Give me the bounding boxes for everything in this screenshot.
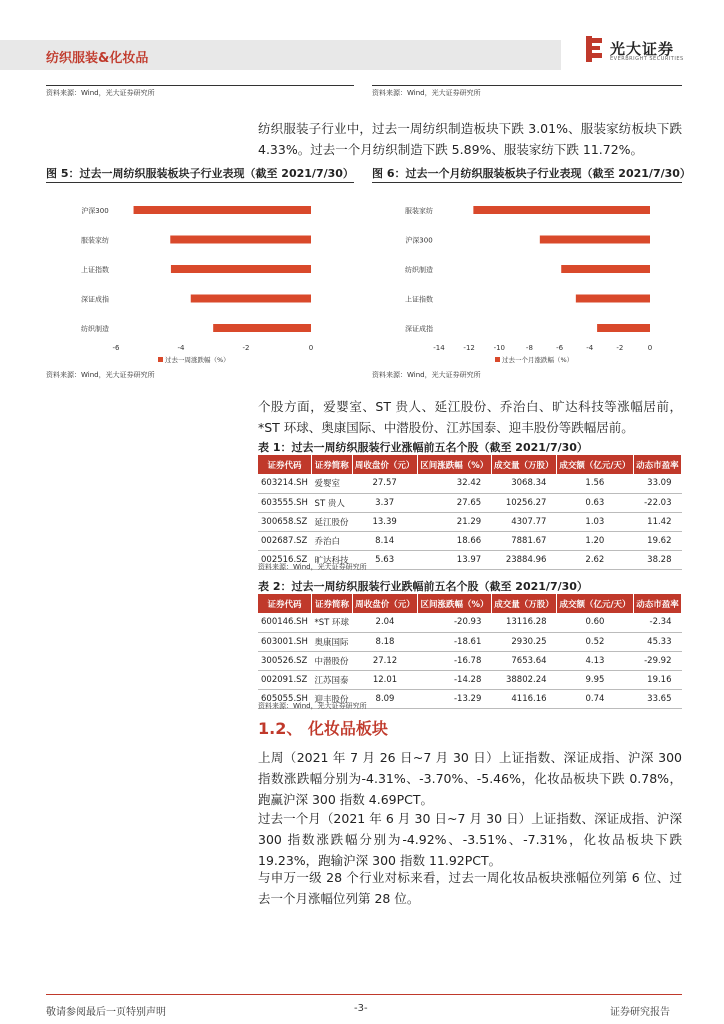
table-cell: 603555.SH xyxy=(258,493,312,512)
table-cell: 9.95 xyxy=(557,670,634,689)
divider xyxy=(46,182,354,183)
bar xyxy=(170,236,311,244)
table-cell: 迎丰股份 xyxy=(311,689,352,708)
column-header: 动态市盈率 xyxy=(633,455,681,474)
column-header: 动态市盈率 xyxy=(633,594,681,613)
column-header: 成交额（亿元/天） xyxy=(557,594,634,613)
table-cell: 23884.96 xyxy=(491,550,556,569)
tick-label: -4 xyxy=(586,344,594,352)
header-section-title: 纺织服装&化妆品 xyxy=(46,51,149,66)
table-row xyxy=(258,632,682,651)
table-cell: *ST 环球 xyxy=(311,613,352,632)
category-label: 纺织制造 xyxy=(81,325,109,333)
table-cell: 乔治白 xyxy=(312,531,352,550)
table-cell: 002091.SZ xyxy=(258,670,311,689)
tick-label: -8 xyxy=(525,344,533,352)
legend-swatch xyxy=(495,357,500,362)
table-cell: 13.39 xyxy=(352,512,417,531)
category-label: 沪深300 xyxy=(81,207,109,215)
company-logo xyxy=(586,36,706,66)
table-cell: 002516.SZ xyxy=(258,550,312,569)
legend-label: 过去一个月涨跌幅（%） xyxy=(502,356,574,364)
table2-source: 资料来源：Wind，光大证券研究所 xyxy=(258,702,367,710)
table-row xyxy=(258,651,682,670)
table-cell: 38802.24 xyxy=(491,670,556,689)
table-cell: -22.03 xyxy=(633,493,681,512)
figure5-title: 图 5：过去一周纺织服装板块子行业表现（截至 2021/7/30） xyxy=(46,167,354,180)
paragraph-stocks: 个股方面，爱婴室、ST 贵人、延江股份、乔治白、旷达科技等涨幅居前，*ST 环球、奥康国际、中潜股份、江苏国泰、迎丰股份等跌幅居前。 xyxy=(258,399,682,435)
category-label: 上证指数 xyxy=(405,295,433,304)
tick-label: -6 xyxy=(556,344,564,352)
table-cell: 2930.25 xyxy=(491,632,556,651)
table-cell: 1.03 xyxy=(556,512,633,531)
paragraph-rank: 与申万一级 28 个行业对标来看，过去一周化妆品板块涨幅位列第 6 位、过去一个月涨幅位列第 28 位。 xyxy=(258,870,682,906)
table-row xyxy=(258,512,682,531)
bar xyxy=(576,295,650,303)
table2 xyxy=(258,594,682,709)
table-cell: 300658.SZ xyxy=(258,512,312,531)
column-header: 区间涨跌幅（%） xyxy=(417,455,491,474)
tick-label: -10 xyxy=(493,344,506,352)
column-header: 区间涨跌幅（%） xyxy=(418,594,492,613)
table-cell: 3.37 xyxy=(352,493,417,512)
bar xyxy=(191,295,311,303)
table-cell: 中潜股份 xyxy=(311,651,352,670)
page-number: -3- xyxy=(354,1003,368,1014)
tick-label: -2 xyxy=(242,344,250,352)
category-label: 深证成指 xyxy=(81,295,109,304)
table-cell: 3068.34 xyxy=(491,474,556,493)
table-cell: 0.74 xyxy=(557,689,634,708)
table-cell: 爱婴室 xyxy=(312,474,352,493)
bar xyxy=(134,206,311,214)
tick-label: -6 xyxy=(112,344,120,352)
table1-source: 资料来源：Wind，光大证券研究所 xyxy=(258,563,367,571)
column-header: 成交额（亿元/天） xyxy=(556,455,633,474)
table-cell: 延江股份 xyxy=(312,512,352,531)
bar xyxy=(597,324,650,332)
column-header: 成交量（万股） xyxy=(491,455,556,474)
table-cell: 0.52 xyxy=(557,632,634,651)
footer-divider xyxy=(46,994,682,995)
table-cell: 1.56 xyxy=(556,474,633,493)
paragraph-month: 过去一个月（2021 年 6 月 30 日~7 月 30 日）上证指数、深证成指、沪深 300 指数涨跌幅分别为-4.92%、-3.51%、-7.31%，化妆品板块下跌 19.23%，跑输沪深 300 指数 11.92PCT。 xyxy=(258,811,682,868)
table-cell: 13116.28 xyxy=(491,613,556,632)
category-label: 沪深300 xyxy=(405,236,433,245)
figure5-chart xyxy=(46,188,354,368)
table-cell: 603214.SH xyxy=(258,474,312,493)
table-cell: -29.92 xyxy=(633,651,681,670)
table-cell: 38.28 xyxy=(633,550,681,569)
table-cell: -20.93 xyxy=(418,613,492,632)
tick-label: -12 xyxy=(463,344,475,352)
table-cell: 27.57 xyxy=(352,474,417,493)
table-cell: 4307.77 xyxy=(491,512,556,531)
table-row xyxy=(258,474,682,493)
tick-label: -2 xyxy=(616,344,624,352)
table-cell: 33.09 xyxy=(633,474,681,493)
bar xyxy=(213,324,311,332)
table-cell: 4.13 xyxy=(557,651,634,670)
divider xyxy=(372,182,682,183)
legend-swatch xyxy=(158,357,163,362)
footer-report-type: 证券研究报告 xyxy=(610,1007,670,1018)
figure6-chart xyxy=(372,188,682,368)
footer-disclaimer: 敬请参阅最后一页特别声明 xyxy=(46,1007,166,1018)
table-cell: 4116.16 xyxy=(491,689,556,708)
table-cell: 19.16 xyxy=(633,670,681,689)
bar xyxy=(540,236,650,244)
column-header: 周收盘价（元） xyxy=(352,594,417,613)
tick-label: 0 xyxy=(647,344,653,352)
tick-label: -14 xyxy=(433,344,445,352)
table-cell: 8.14 xyxy=(352,531,417,550)
tick-label: 0 xyxy=(308,344,314,352)
source-note: 资料来源：Wind，光大证券研究所 xyxy=(372,89,481,97)
table-cell: -16.78 xyxy=(418,651,492,670)
table-cell: 002687.SZ xyxy=(258,531,312,550)
table-cell: 8.18 xyxy=(352,632,417,651)
table-cell: 21.29 xyxy=(417,512,491,531)
table1-title: 表 1：过去一周纺织服装行业涨幅前五名个股（截至 2021/7/30） xyxy=(258,441,588,454)
column-header: 证券简称 xyxy=(311,594,352,613)
table-row xyxy=(258,531,682,550)
tick-label: -4 xyxy=(177,344,185,352)
table-cell: 2.62 xyxy=(556,550,633,569)
table-cell: 7881.67 xyxy=(491,531,556,550)
figure6-source: 资料来源：Wind，光大证券研究所 xyxy=(372,371,481,379)
divider xyxy=(372,85,682,86)
table-cell: -14.28 xyxy=(418,670,492,689)
table-cell: 8.09 xyxy=(352,689,417,708)
paragraph-week: 上周（2021 年 7 月 26 日~7 月 30 日）上证指数、深证成指、沪深 300 指数涨跌幅分别为-4.31%、-3.70%、-5.46%，化妆品板块下跌 0.78%，跑赢沪深 300 指数 4.69PCT。 xyxy=(258,750,682,807)
category-label: 深证成指 xyxy=(405,325,433,333)
paragraph-textile: 纺织服装子行业中，过去一周纺织制造板块下跌 3.01%、服装家纺板块下跌 4.33%。过去一个月纺织制造下跌 5.89%、服装家纺下跌 11.72%。 xyxy=(258,121,682,157)
logo-subtext: EVERBRIGHT SECURITIES xyxy=(610,56,684,62)
table-cell: 603001.SH xyxy=(258,632,311,651)
table-cell: -13.29 xyxy=(418,689,492,708)
column-header: 证券简称 xyxy=(312,455,352,474)
table-cell: -2.34 xyxy=(633,613,681,632)
bar xyxy=(561,265,650,273)
table1 xyxy=(258,455,682,570)
table-cell: 32.42 xyxy=(417,474,491,493)
source-note: 资料来源：Wind，光大证券研究所 xyxy=(46,89,155,97)
column-header: 成交量（万股） xyxy=(491,594,556,613)
table-cell: 605055.SH xyxy=(258,689,311,708)
table-row xyxy=(258,613,682,632)
bar xyxy=(473,206,650,214)
table-cell: 19.62 xyxy=(633,531,681,550)
table-cell: 旷达科技 xyxy=(312,550,352,569)
category-label: 服装家纺 xyxy=(405,207,433,215)
table-cell: 2.04 xyxy=(352,613,417,632)
column-header: 周收盘价（元） xyxy=(352,455,417,474)
table-cell: 13.97 xyxy=(417,550,491,569)
divider xyxy=(46,85,354,86)
table-cell: 600146.SH xyxy=(258,613,311,632)
table-cell: 27.12 xyxy=(352,651,417,670)
table-cell: 12.01 xyxy=(352,670,417,689)
table-cell: ST 贵人 xyxy=(312,493,352,512)
bar xyxy=(171,265,311,273)
table-cell: 18.66 xyxy=(417,531,491,550)
category-label: 纺织制造 xyxy=(405,266,433,274)
table-cell: 江苏国泰 xyxy=(311,670,352,689)
legend-label: 过去一周涨跌幅（%） xyxy=(165,356,230,364)
table-cell: 5.63 xyxy=(352,550,417,569)
table-cell: 10256.27 xyxy=(491,493,556,512)
table2-title: 表 2：过去一周纺织服装行业跌幅前五名个股（截至 2021/7/30） xyxy=(258,580,588,593)
table-cell: 11.42 xyxy=(633,512,681,531)
table-cell: 45.33 xyxy=(633,632,681,651)
table-row xyxy=(258,493,682,512)
logo-mark-icon xyxy=(586,36,604,62)
table-header-row xyxy=(258,455,682,474)
table-header-row xyxy=(258,594,682,613)
figure5-source: 资料来源：Wind，光大证券研究所 xyxy=(46,371,155,379)
logo-text: 光大证券 xyxy=(610,40,675,58)
table-cell: 1.20 xyxy=(556,531,633,550)
table-cell: 300526.SZ xyxy=(258,651,311,670)
table-cell: 0.63 xyxy=(556,493,633,512)
category-label: 服装家纺 xyxy=(81,236,109,245)
category-label: 上证指数 xyxy=(81,266,109,274)
section-heading: 1.2、 化妆品板块 xyxy=(258,719,388,738)
table-cell: 27.65 xyxy=(417,493,491,512)
table-cell: 7653.64 xyxy=(491,651,556,670)
figure6-title: 图 6：过去一个月纺织服装板块子行业表现（截至 2021/7/30） xyxy=(372,167,691,180)
column-header: 证券代码 xyxy=(258,594,311,613)
table-cell: 奥康国际 xyxy=(311,632,352,651)
column-header: 证券代码 xyxy=(258,455,312,474)
table-cell: -18.61 xyxy=(418,632,492,651)
table-cell: 33.65 xyxy=(633,689,681,708)
table-cell: 0.60 xyxy=(557,613,634,632)
table-row xyxy=(258,670,682,689)
